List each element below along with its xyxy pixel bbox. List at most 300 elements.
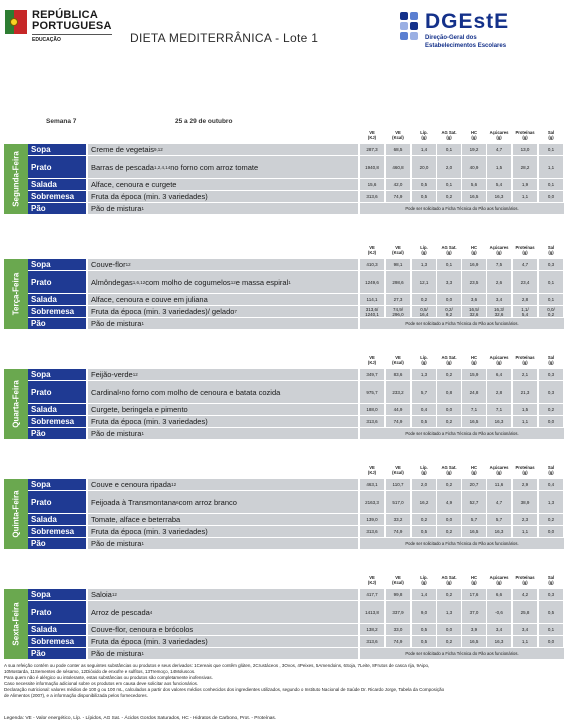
nutrition-value: 287,3 xyxy=(360,144,384,155)
nutrition-value: 349,7 xyxy=(360,369,384,380)
dish-name: Creme de vegetais 9,12 xyxy=(88,144,358,155)
nutrition-value: 7,1 xyxy=(487,404,511,415)
nutrition-value: 0,2 xyxy=(539,404,563,415)
nutrition-value: 1,1/ 5,4 xyxy=(513,306,537,317)
dish-name: Alface, cenoura e couve em juliana xyxy=(88,294,358,305)
meal-category: Sobremesa xyxy=(28,526,86,537)
dgeste-wordmark: DGEstE xyxy=(425,10,510,33)
column-header: HC (g) xyxy=(470,130,478,140)
nutrition-value: 0,1 xyxy=(539,624,563,635)
menu-row xyxy=(28,624,564,635)
dish-name: Couve-flor 12 xyxy=(88,259,358,270)
dish-name: Saloia 12 xyxy=(88,589,358,600)
meal-category: Sopa xyxy=(28,589,86,600)
nutrition-value: 5,6 xyxy=(462,179,486,190)
column-header: VE (KJ) xyxy=(367,245,377,255)
nutrition-value: 74,9 xyxy=(386,416,410,427)
column-header: Açúcares (g) xyxy=(489,355,509,365)
menu-row xyxy=(28,491,564,513)
nutrition-value: 16,9 xyxy=(462,259,486,270)
nutrition-value: 17,6 xyxy=(462,589,486,600)
nutrition-value: 0,3 xyxy=(539,589,563,600)
meal-category: Prato xyxy=(28,156,86,178)
meal-category: Prato xyxy=(28,491,86,513)
column-header: HC (g) xyxy=(470,245,478,255)
meal-category: Pão xyxy=(28,203,86,214)
legend: Legenda: VE - Valor energético, Líp. - Lípidos, AG Sat. - Ácidos Gordos Saturados, HC - Hidratos de Carbono, Prot. - Proteínas. xyxy=(4,716,277,721)
bread-note: Pode ser solicitado a Ficha Técnica do Pão aos funcionários. xyxy=(360,318,564,329)
menu-row xyxy=(28,601,564,623)
nutrition-value: 0,5 xyxy=(412,624,436,635)
dish-name: Couve e cenoura ripada 12 xyxy=(88,479,358,490)
meal-category: Sopa xyxy=(28,144,86,155)
bread-note: Pode ser solicitado a Ficha Técnica do Pão aos funcionários. xyxy=(360,428,564,439)
nutrition-value: 68,5 xyxy=(386,144,410,155)
column-header: Açúcares (g) xyxy=(489,245,509,255)
column-header: AG Sat. (g) xyxy=(441,355,457,365)
meal-category: Salada xyxy=(28,404,86,415)
nutrition-value: 0,2 xyxy=(539,514,563,525)
nutrition-value: 16,3 xyxy=(487,526,511,537)
menu-row xyxy=(28,144,564,155)
nutrition-value: 0,5 xyxy=(412,416,436,427)
bread-note: Pode ser solicitado a Ficha Técnica do Pão aos funcionários. xyxy=(360,203,564,214)
dish-name: Almôndegas 1,6,12 com molho de cogumelos 12 e massa espiral 1 xyxy=(88,271,358,293)
nutrition-value: 313,6 xyxy=(360,526,384,537)
nutrition-value: 0,1 xyxy=(539,294,563,305)
nutrition-value: 0,4 xyxy=(539,479,563,490)
dish-name: Pão de mistura 1 xyxy=(88,203,358,214)
meal-category: Pão xyxy=(28,428,86,439)
republica-text: REPÚBLICA xyxy=(32,9,98,21)
column-header: HC (g) xyxy=(470,465,478,475)
dish-name: Pão de mistura 1 xyxy=(88,318,358,329)
nutrition-value: 20,7 xyxy=(462,479,486,490)
meal-category: Salada xyxy=(28,624,86,635)
nutrition-value: 5,4 xyxy=(487,179,511,190)
nutrition-value: 0,2 xyxy=(437,526,461,537)
dgeste-subtitle-1: Direção-Geral dos xyxy=(425,35,477,41)
nutrition-value: 4,7 xyxy=(487,144,511,155)
page-title: DIETA MEDITERRÂNICA - Lote 1 xyxy=(130,31,319,45)
bread-note: Pode ser solicitado a Ficha Técnica do Pão aos funcionários. xyxy=(360,538,564,549)
nutrition-value: 0,2/ 9,2 xyxy=(437,306,461,317)
column-header: VE (Kcal) xyxy=(392,130,404,140)
nutrition-value: 0,8 xyxy=(437,381,461,403)
nutrition-value: 2,9 xyxy=(513,479,537,490)
day-name: Sexta-Feira xyxy=(11,602,21,646)
nutrition-value: 417,7 xyxy=(360,589,384,600)
nutrition-value: 25,8 xyxy=(513,601,537,623)
nutrition-value: 1,4 xyxy=(412,144,436,155)
nutrition-value: 0,0 xyxy=(437,514,461,525)
nutrition-value: 1,3 xyxy=(412,369,436,380)
nutrition-value: 16,5 xyxy=(462,416,486,427)
nutrition-value: 0,4 xyxy=(412,404,436,415)
nutrition-value: 2,6 xyxy=(487,271,511,293)
nutrition-value: 44,9 xyxy=(386,404,410,415)
day-name: Quarta-Feira xyxy=(11,380,21,428)
footer-line: A sua refeição contém ou pode conter as seguintes substâncias ou produtos e seus derivados: 1Cereais que contêm glúten, 2Crustáceos , 3Ovos, 4Peixes, 5Amendoins, 6Soja, 7Leite, 8Frutos de casca rija, 9Aipo, xyxy=(4,663,430,668)
dish-name: Pão de mistura 1 xyxy=(88,538,358,549)
nutrition-value: 460,8 xyxy=(386,156,410,178)
educacao-text: EDUCAÇÃO xyxy=(32,37,61,43)
meal-category: Sopa xyxy=(28,369,86,380)
nutrition-value: 313,6 xyxy=(360,416,384,427)
day-side-label xyxy=(4,144,28,214)
column-header: Líp. (g) xyxy=(420,575,428,585)
day-name: Segunda-Feira xyxy=(11,151,21,207)
nutrition-value: 0,2 xyxy=(437,479,461,490)
nutrition-value: 0,1 xyxy=(437,179,461,190)
nutrition-value: 0,1 xyxy=(539,271,563,293)
column-header: Açúcares (g) xyxy=(489,575,509,585)
nutrition-value: 6,6 xyxy=(487,589,511,600)
nutrition-value: 298,6 xyxy=(386,271,410,293)
nutrition-value: 5,7 xyxy=(487,514,511,525)
republica-portuguesa-logo xyxy=(5,8,135,48)
nutrition-value: 0,1 xyxy=(437,259,461,270)
column-header: VE (KJ) xyxy=(367,465,377,475)
menu-row xyxy=(28,294,564,305)
nutrition-value: 1,1 xyxy=(513,191,537,202)
nutrition-value: 5,7 xyxy=(412,381,436,403)
nutrition-value: 40,9 xyxy=(462,156,486,178)
menu-row xyxy=(28,479,564,490)
nutrition-value: 2,8 xyxy=(487,381,511,403)
nutrition-value: 1940,8 xyxy=(360,156,384,178)
nutrition-value: 0,2 xyxy=(412,294,436,305)
dgeste-mark-icon xyxy=(400,12,422,44)
nutrition-value: 0,0 xyxy=(539,526,563,537)
nutrition-value: 19,2 xyxy=(462,144,486,155)
nutrition-value: 27,3 xyxy=(386,294,410,305)
nutrition-value: 24,8 xyxy=(462,381,486,403)
nutrition-value: 6,4 xyxy=(487,369,511,380)
column-header: VE (KJ) xyxy=(367,355,377,365)
column-header: Líp. (g) xyxy=(420,130,428,140)
nutrition-value: 1,3 xyxy=(412,259,436,270)
nutrition-value: 15,6 xyxy=(360,179,384,190)
nutrition-value: 0,2 xyxy=(437,416,461,427)
nutrition-value: 2,1 xyxy=(513,369,537,380)
column-header: HC (g) xyxy=(470,355,478,365)
nutrition-value: 3,4 xyxy=(513,624,537,635)
nutrition-value: 4,2 xyxy=(513,589,537,600)
nutrition-value: 33,0 xyxy=(386,624,410,635)
column-header: VE (Kcal) xyxy=(392,575,404,585)
nutrition-value: 0,2 xyxy=(437,369,461,380)
nutrition-value: 0,0 xyxy=(539,191,563,202)
meal-category: Prato xyxy=(28,601,86,623)
dish-name: Tomate, alface e beterraba xyxy=(88,514,358,525)
nutrition-value: 114,1 xyxy=(360,294,384,305)
nutrition-value: 15,9 xyxy=(462,369,486,380)
nutrition-value: 4,7 xyxy=(513,259,537,270)
nutrition-value: 2,0 xyxy=(437,156,461,178)
nutrition-value: 16,5 xyxy=(462,526,486,537)
meal-category: Sobremesa xyxy=(28,191,86,202)
menu-row xyxy=(28,271,564,293)
nutrition-value: 0,0 xyxy=(437,294,461,305)
dgeste-subtitle-2: Estabelecimentos Escolares xyxy=(425,43,507,49)
nutrition-value: 83,6 xyxy=(386,369,410,380)
nutrition-value: 16,3 xyxy=(487,416,511,427)
nutrition-value: 139,0 xyxy=(360,514,384,525)
nutrition-value: 0,0 xyxy=(437,404,461,415)
meal-category: Sobremesa xyxy=(28,636,86,647)
dish-name: Fruta da época (min. 3 variedades) xyxy=(88,636,358,647)
nutrition-value: 2,0 xyxy=(412,479,436,490)
portugal-flag-icon xyxy=(5,10,27,34)
nutrition-value: 21,3 xyxy=(513,381,537,403)
menu-row xyxy=(28,514,564,525)
nutrition-value: 1,1 xyxy=(513,636,537,647)
nutrition-value: 1,1 xyxy=(513,416,537,427)
nutrition-value: 1249,6 xyxy=(360,271,384,293)
footer-line: de Alimentos (2007), e a informação disponibilizada pelos fornecedores. xyxy=(4,693,148,698)
nutrition-value: 3,4 xyxy=(487,624,511,635)
dish-name: Fruta da época (min. 3 variedades)/ gelado 7 xyxy=(88,306,358,317)
nutrition-value: 0,2 xyxy=(437,191,461,202)
nutrition-value: 74,9/ 296,0 xyxy=(386,306,410,317)
nutrition-value: 2163,3 xyxy=(360,491,384,513)
nutrition-value: 28,2 xyxy=(513,156,537,178)
meal-category: Pão xyxy=(28,538,86,549)
allergen-footer xyxy=(4,663,566,699)
column-header: AG Sat. (g) xyxy=(441,575,457,585)
nutrition-value: 3,6 xyxy=(462,294,486,305)
week-label: Semana 7 xyxy=(46,118,77,125)
nutrition-value: 110,7 xyxy=(386,479,410,490)
nutrition-value: 0,5 xyxy=(539,601,563,623)
column-header: Proteínas (g) xyxy=(515,465,535,475)
column-header: VE (Kcal) xyxy=(392,355,404,365)
menu-row xyxy=(28,538,564,549)
nutrition-value: 0,3 xyxy=(539,369,563,380)
meal-category: Sobremesa xyxy=(28,306,86,317)
day-name: Quinta-Feira xyxy=(11,490,21,538)
dish-name: Feijoada à Transmontana 6 com arroz branco xyxy=(88,491,358,513)
nutrition-value: 9,0 xyxy=(412,601,436,623)
menu-row xyxy=(28,526,564,537)
nutrition-value: 98,1 xyxy=(386,259,410,270)
dish-name: Cardinal 4 no forno com molho de cenoura e batata cozida xyxy=(88,381,358,403)
nutrition-value: 0,3 xyxy=(539,259,563,270)
dish-name: Feijão-verde 12 xyxy=(88,369,358,380)
nutrition-value: 16,3 xyxy=(487,636,511,647)
column-header: Sal (g) xyxy=(547,465,555,475)
nutrition-value: 0,0 xyxy=(539,636,563,647)
nutrition-value: 0,1 xyxy=(437,144,461,155)
column-header: Líp. (g) xyxy=(420,465,428,475)
menu-row xyxy=(28,179,564,190)
nutrition-value: 0,0 xyxy=(437,624,461,635)
day-side-label xyxy=(4,259,28,329)
column-header: AG Sat. (g) xyxy=(441,245,457,255)
footer-line: Caso necessite informação adicional sobre os produtos em causa deve solicitar aos funcionários. xyxy=(4,681,199,686)
nutrition-value: 0,1 xyxy=(539,144,563,155)
nutrition-value: 1413,8 xyxy=(360,601,384,623)
meal-category: Salada xyxy=(28,514,86,525)
column-header: HC (g) xyxy=(470,575,478,585)
menu-row xyxy=(28,369,564,380)
dish-name: Pão de mistura 1 xyxy=(88,648,358,659)
column-header: Proteínas (g) xyxy=(515,130,535,140)
nutrition-value: 3,4 xyxy=(487,294,511,305)
nutrition-value: 74,9 xyxy=(386,191,410,202)
nutrition-value: 74,9 xyxy=(386,636,410,647)
menu-row xyxy=(28,381,564,403)
menu-row xyxy=(28,306,564,317)
nutrition-value: 16,5/ 32,6 xyxy=(462,306,486,317)
menu-row xyxy=(28,191,564,202)
footer-line: 10Mostarda, 11Sementes de sésamo, 12Dióxido de enxofre e sulfitos, 13Tremoço, 14Moluscos. xyxy=(4,669,196,674)
nutrition-value: 16,5 xyxy=(462,636,486,647)
nutrition-value: 7,1 xyxy=(462,404,486,415)
nutrition-value: 2,8 xyxy=(513,294,537,305)
column-header: VE (KJ) xyxy=(367,575,377,585)
nutrition-value: 16,2 xyxy=(412,491,436,513)
day-side-label xyxy=(4,369,28,439)
dish-name: Barras de pescada 1,2,4,14 no forno com arroz tomate xyxy=(88,156,358,178)
nutrition-value: 313,6/ 1240,1 xyxy=(360,306,384,317)
column-header: VE (KJ) xyxy=(367,130,377,140)
dish-name: Fruta da época (min. 3 variedades) xyxy=(88,191,358,202)
meal-category: Prato xyxy=(28,271,86,293)
column-header: Sal (g) xyxy=(547,130,555,140)
column-header: AG Sat. (g) xyxy=(441,130,457,140)
meal-category: Sobremesa xyxy=(28,416,86,427)
dish-name: Arroz de pescada 4 xyxy=(88,601,358,623)
page-header xyxy=(0,0,570,70)
day-name: Terça-Feira xyxy=(11,272,21,316)
column-header: Açúcares (g) xyxy=(489,465,509,475)
nutrition-value: 188,0 xyxy=(360,404,384,415)
dish-name: Couve-flor, cenoura e brócolos xyxy=(88,624,358,635)
week-dates: 25 a 29 de outubro xyxy=(175,118,233,125)
nutrition-value: 1,9 xyxy=(513,179,537,190)
nutrition-value: 0,5 xyxy=(412,636,436,647)
dish-name: Fruta da época (min. 3 variedades) xyxy=(88,526,358,537)
column-header: Proteínas (g) xyxy=(515,245,535,255)
nutrition-value: 13,0 xyxy=(513,144,537,155)
nutrition-value: 33,2 xyxy=(386,514,410,525)
nutrition-value: 1,1 xyxy=(513,526,537,537)
meal-category: Salada xyxy=(28,179,86,190)
column-header: VE (Kcal) xyxy=(392,465,404,475)
day-side-label xyxy=(4,589,28,659)
column-header: AG Sat. (g) xyxy=(441,465,457,475)
menu-row xyxy=(28,648,564,659)
menu-row xyxy=(28,589,564,600)
nutrition-value: 0,2 xyxy=(437,636,461,647)
nutrition-value: 4,9 xyxy=(437,491,461,513)
dish-name: Pão de mistura 1 xyxy=(88,428,358,439)
bread-note: Pode ser solicitado a Ficha Técnica do Pão aos funcionários. xyxy=(360,648,564,659)
meal-category: Salada xyxy=(28,294,86,305)
nutrition-value: 1,3 xyxy=(539,491,563,513)
nutrition-value: 5,7 xyxy=(462,514,486,525)
day-side-label xyxy=(4,479,28,549)
column-header: Sal (g) xyxy=(547,245,555,255)
menu-row xyxy=(28,259,564,270)
nutrition-value: 975,7 xyxy=(360,381,384,403)
nutrition-value: 463,1 xyxy=(360,479,384,490)
meal-category: Prato xyxy=(28,381,86,403)
nutrition-value: -0,6 xyxy=(487,601,511,623)
nutrition-value: 1,4 xyxy=(412,589,436,600)
nutrition-value: 0,0 xyxy=(539,416,563,427)
nutrition-value: 313,6 xyxy=(360,636,384,647)
nutrition-value: 2,3 xyxy=(513,514,537,525)
meal-category: Sopa xyxy=(28,479,86,490)
dgeste-logo xyxy=(400,12,565,62)
menu-row xyxy=(28,636,564,647)
nutrition-value: 0,5/ 16,4 xyxy=(412,306,436,317)
footer-line: Declaração nutricional: valores médios de 100 g ou 100 mL, calculados a partir dos valores médios conhecidos dos ingredientes utilizados, segundo o Instituto Nacional de Saúde Dr. Ricardo Jorge, Tabela da Composição xyxy=(4,687,445,692)
nutrition-value: 138,2 xyxy=(360,624,384,635)
nutrition-value: 0,5 xyxy=(412,526,436,537)
menu-row xyxy=(28,318,564,329)
nutrition-value: 4,7 xyxy=(487,491,511,513)
nutrition-value: 74,9 xyxy=(386,526,410,537)
nutrition-value: 0,3 xyxy=(539,381,563,403)
column-header: Proteínas (g) xyxy=(515,575,535,585)
menu-row xyxy=(28,404,564,415)
nutrition-value: 7,5 xyxy=(487,259,511,270)
nutrition-value: 16,3 xyxy=(487,191,511,202)
nutrition-value: 20,0 xyxy=(412,156,436,178)
nutrition-value: 0,1 xyxy=(539,179,563,190)
nutrition-value: 52,7 xyxy=(462,491,486,513)
nutrition-value: 23,5 xyxy=(462,271,486,293)
nutrition-value: 337,9 xyxy=(386,601,410,623)
nutrition-value: 38,9 xyxy=(513,491,537,513)
column-header: Proteínas (g) xyxy=(515,355,535,365)
dish-name: Alface, cenoura e curgete xyxy=(88,179,358,190)
column-header: VE (Kcal) xyxy=(392,245,404,255)
column-header: Açúcares (g) xyxy=(489,130,509,140)
meal-category: Pão xyxy=(28,318,86,329)
nutrition-value: 1,5 xyxy=(513,404,537,415)
nutrition-value: 1,1 xyxy=(539,156,563,178)
nutrition-value: 1,5 xyxy=(487,156,511,178)
nutrition-value: 12,1 xyxy=(412,271,436,293)
nutrition-value: 23,4 xyxy=(513,271,537,293)
menu-row xyxy=(28,428,564,439)
nutrition-value: 3,9 xyxy=(462,624,486,635)
nutrition-value: 0,5 xyxy=(412,179,436,190)
nutrition-value: 0,2 xyxy=(437,589,461,600)
nutrition-value: 410,3 xyxy=(360,259,384,270)
meal-category: Pão xyxy=(28,648,86,659)
nutrition-value: 0,2 xyxy=(412,514,436,525)
portuguesa-text: PORTUGUESA xyxy=(32,20,112,32)
menu-row xyxy=(28,416,564,427)
nutrition-value: 0,0/ 0,2 xyxy=(539,306,563,317)
column-header: Sal (g) xyxy=(547,355,555,365)
nutrition-value: 517,0 xyxy=(386,491,410,513)
nutrition-value: 99,8 xyxy=(386,589,410,600)
nutrition-value: 233,2 xyxy=(386,381,410,403)
menu-row xyxy=(28,156,564,178)
footer-line: Para quem não é alérgico ou intolerante, estas substâncias ou produtos são completamente inofensivas. xyxy=(4,675,213,680)
nutrition-value: 313,6 xyxy=(360,191,384,202)
column-header: Sal (g) xyxy=(547,575,555,585)
nutrition-value: 11,6 xyxy=(487,479,511,490)
nutrition-value: 16,3/ 32,6 xyxy=(487,306,511,317)
